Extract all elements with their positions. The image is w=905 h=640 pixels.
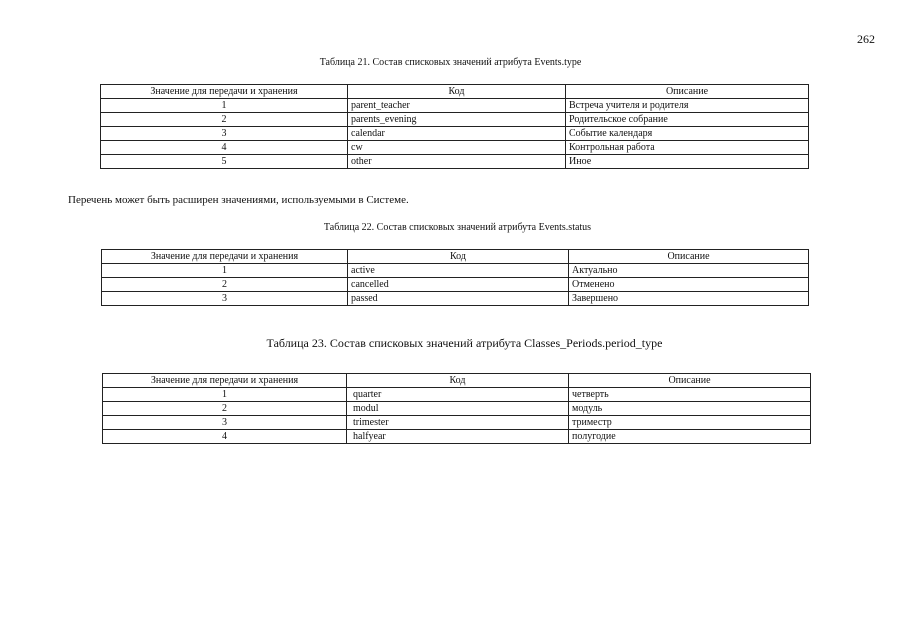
header-code: Код <box>347 374 569 388</box>
table-row <box>101 127 809 141</box>
page-number: 262 <box>857 32 875 46</box>
cell-value: 4 <box>101 141 348 155</box>
cell-description: Встреча учителя и родителя <box>566 99 809 113</box>
table-row <box>103 402 811 416</box>
header-value: Значение для передачи и хранения <box>102 250 348 264</box>
header-description: Описание <box>569 374 811 388</box>
cell-code: modul <box>347 402 569 416</box>
cell-value: 2 <box>102 278 348 292</box>
cell-description: Актуально <box>569 264 809 278</box>
header-code: Код <box>348 250 569 264</box>
table-23-caption: Таблица 23. Состав списковых значений атрибута Classes_Periods.period_type <box>266 336 663 350</box>
cell-description: Контрольная работа <box>566 141 809 155</box>
table-row <box>103 416 811 430</box>
cell-description: Отменено <box>569 278 809 292</box>
header-value: Значение для передачи и хранения <box>101 85 348 99</box>
cell-value: 1 <box>103 388 347 402</box>
table-header-row <box>101 85 809 99</box>
table-row <box>102 292 809 306</box>
table-row <box>101 141 809 155</box>
header-code: Код <box>348 85 566 99</box>
cell-value: 3 <box>101 127 348 141</box>
cell-value: 2 <box>101 113 348 127</box>
cell-value: 1 <box>102 264 348 278</box>
cell-code: passed <box>348 292 569 306</box>
table-22-caption: Таблица 22. Состав списковых значений атрибута Events.status <box>323 222 592 233</box>
cell-code: calendar <box>348 127 566 141</box>
cell-description: Родительское собрание <box>566 113 809 127</box>
table-22 <box>101 249 809 306</box>
cell-value: 1 <box>101 99 348 113</box>
header-value: Значение для передачи и хранения <box>103 374 347 388</box>
cell-value: 2 <box>103 402 347 416</box>
cell-code: other <box>348 155 566 169</box>
table-row <box>102 264 809 278</box>
table-row <box>101 99 809 113</box>
table-row <box>103 388 811 402</box>
cell-code: quarter <box>347 388 569 402</box>
cell-code: parents_evening <box>348 113 566 127</box>
table-header-row <box>102 250 809 264</box>
cell-description: Событие календаря <box>566 127 809 141</box>
table-21-caption: Таблица 21. Состав списковых значений атрибута Events.type <box>319 57 582 68</box>
cell-code: cw <box>348 141 566 155</box>
cell-description: модуль <box>569 402 811 416</box>
cell-code: active <box>348 264 569 278</box>
cell-code: halfyear <box>347 430 569 444</box>
cell-description: Иное <box>566 155 809 169</box>
cell-value: 3 <box>102 292 348 306</box>
cell-value: 3 <box>103 416 347 430</box>
cell-description: четверть <box>569 388 811 402</box>
table-row <box>101 113 809 127</box>
table-header-row <box>103 374 811 388</box>
cell-description: триместр <box>569 416 811 430</box>
cell-value: 4 <box>103 430 347 444</box>
header-description: Описание <box>566 85 809 99</box>
cell-code: cancelled <box>348 278 569 292</box>
cell-description: Завершено <box>569 292 809 306</box>
cell-code: parent_teacher <box>348 99 566 113</box>
cell-description: полугодие <box>569 430 811 444</box>
extension-note: Перечень может быть расширен значениями, используемыми в Системе. <box>68 194 409 206</box>
header-description: Описание <box>569 250 809 264</box>
table-row <box>102 278 809 292</box>
table-row <box>103 430 811 444</box>
table-21 <box>100 84 809 169</box>
table-row <box>101 155 809 169</box>
cell-value: 5 <box>101 155 348 169</box>
table-23 <box>102 373 811 444</box>
cell-code: trimester <box>347 416 569 430</box>
